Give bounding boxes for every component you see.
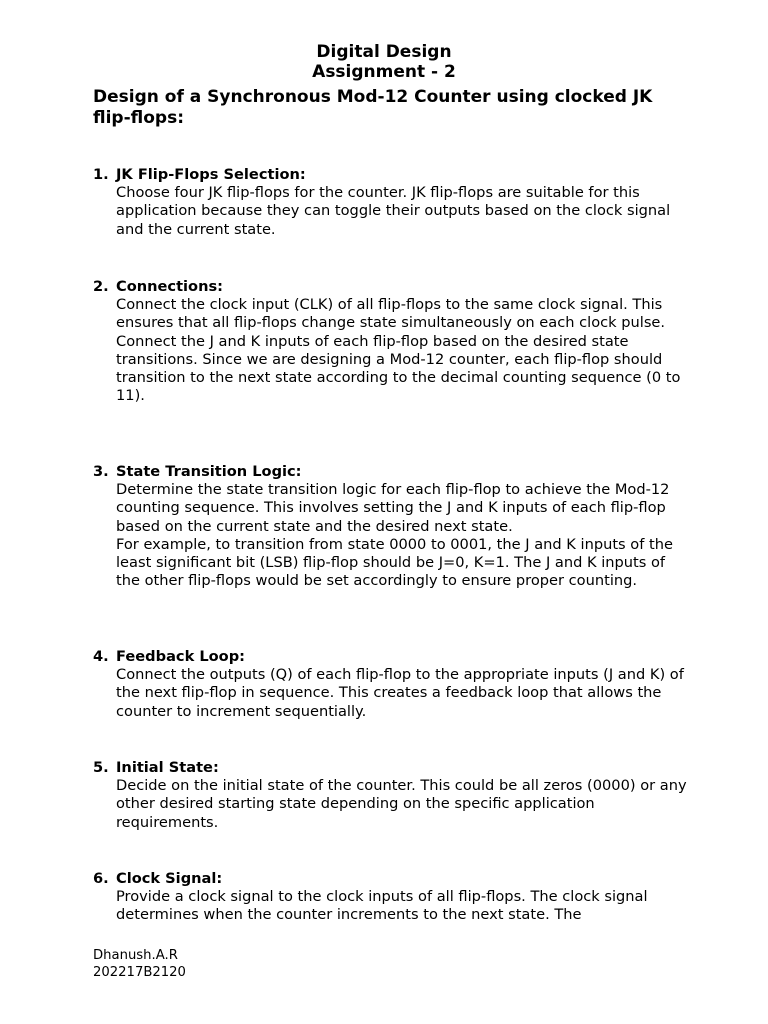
section-paragraph: Determine the state transition logic for each flip-flop to achieve the Mod-12 counting sequence. This involves setting the J and K inputs of each flip-flop based on the current state and the desired next state.: [116, 481, 670, 535]
section-body: [116, 777, 693, 832]
section-title: Connections:: [116, 278, 223, 295]
author-name: Dhanush.A.R: [93, 948, 178, 963]
section-jk-flip-flops-selection: [93, 166, 693, 239]
section-body: [116, 481, 693, 590]
section-body: [116, 666, 693, 721]
section-paragraph: Decide on the initial state of the counter. This could be all zeros (0000) or any other desired starting state depending on the specific application requirements.: [116, 777, 687, 831]
section-header: [93, 166, 693, 184]
section-number: 6.: [93, 870, 109, 887]
section-number: 3.: [93, 463, 109, 480]
section-header: [93, 463, 693, 481]
section-title: Initial State:: [116, 759, 219, 776]
section-body: [116, 184, 693, 239]
section-number: 2.: [93, 278, 109, 295]
section-body: [116, 888, 693, 924]
section-paragraph: Connect the outputs (Q) of each flip-flop to the appropriate inputs (J and K) of the next flip-flop in sequence. This creates a feedback loop that allows the counter to increment sequentially.: [116, 666, 684, 720]
section-connections: [93, 278, 693, 405]
section-paragraph: Provide a clock signal to the clock inputs of all flip-flops. The clock signal determines when the counter increments to the next state. The: [116, 888, 648, 924]
section-header: [93, 870, 693, 888]
section-number: 1.: [93, 166, 109, 183]
document-title: Digital Design: [316, 42, 452, 62]
section-paragraph: For example, to transition from state 0000 to 0001, the J and K inputs of the least significant bit (LSB) flip-flop should be J=0, K=1. The J and K inputs of the other flip-flops would be set accordingly to ensure proper counting.: [116, 535, 673, 590]
section-title: Clock Signal:: [116, 870, 223, 887]
section-body: [116, 296, 693, 405]
section-title: State Transition Logic:: [116, 463, 302, 480]
section-feedback-loop: [93, 648, 693, 721]
section-paragraph: Connect the J and K inputs of each flip-flop based on the desired state transitions. Since we are designing a Mod-12 counter, each flip-flop should transition to the next state according to the decimal counting sequence (0 to 11).: [116, 332, 681, 405]
section-header: [93, 278, 693, 296]
section-title: JK Flip-Flops Selection:: [116, 166, 306, 183]
section-title: Feedback Loop:: [116, 648, 245, 665]
section-clock-signal: [93, 870, 693, 925]
document-heading: Design of a Synchronous Mod-12 Counter using clocked JK flip-flops:: [93, 87, 653, 128]
section-number: 5.: [93, 759, 109, 776]
section-paragraph: Choose four JK flip-flops for the counter. JK flip-flops are suitable for this application because they can toggle their outputs based on the clock signal and the current state.: [116, 184, 671, 238]
section-initial-state: [93, 759, 693, 832]
document-subtitle: Assignment - 2: [312, 62, 456, 82]
author-id: 202217B2120: [93, 964, 186, 980]
section-header: [93, 648, 693, 666]
section-state-transition-logic: [93, 463, 693, 590]
page-footer: [93, 948, 186, 981]
section-number: 4.: [93, 648, 109, 665]
section-paragraph: Connect the clock input (CLK) of all flip-flops to the same clock signal. This ensures that all flip-flops change state simultaneously on each clock pulse.: [116, 296, 666, 332]
section-header: [93, 759, 693, 777]
